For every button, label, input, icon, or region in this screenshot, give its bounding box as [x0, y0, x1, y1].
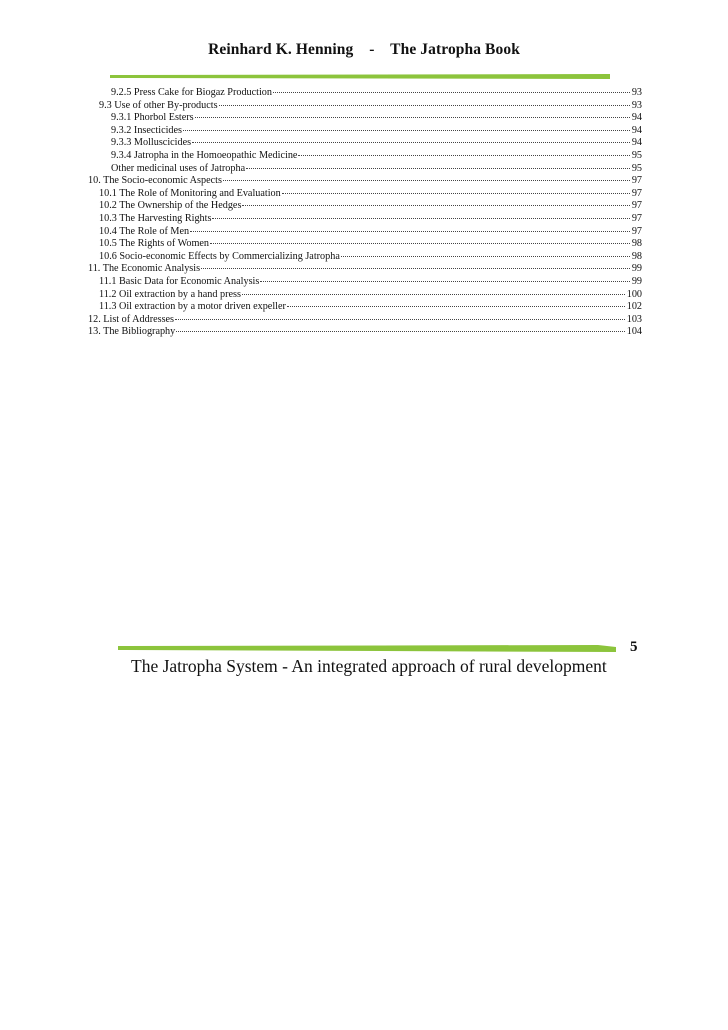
toc-entry-page: 99: [631, 275, 642, 287]
toc-dot-leader: [298, 148, 629, 156]
toc-entry-page: 94: [631, 124, 642, 136]
toc-dot-leader: [192, 135, 630, 143]
toc-entry-page: 97: [631, 200, 642, 212]
footer-subtitle: The Jatropha System - An integrated approach of rural development: [131, 656, 607, 676]
toc-entry-page: 102: [626, 301, 642, 313]
toc-entry-page: 93: [631, 87, 642, 98]
toc-dot-leader: [219, 98, 630, 106]
toc-dot-leader: [341, 249, 630, 257]
toc-entry-title: 10.3 The Harvesting Rights: [99, 212, 212, 224]
toc-dot-leader: [190, 224, 630, 232]
toc-dot-leader: [242, 287, 625, 295]
header-green-rule: [110, 74, 610, 79]
toc-entry-page: 98: [631, 238, 642, 250]
toc-entry-page: 97: [631, 212, 642, 224]
toc-dot-leader: [242, 198, 629, 206]
toc-entry-page: 95: [631, 149, 642, 161]
toc-entry-page: 95: [631, 162, 642, 174]
header-book-title: The Jatropha Book: [390, 41, 520, 58]
toc-dot-leader: [287, 299, 625, 307]
toc-entry-page: 100: [626, 288, 642, 300]
toc-dot-leader: [183, 123, 630, 131]
toc-entry-page: 99: [631, 263, 642, 275]
toc-entry-title: 9.3.3 Molluscicides: [111, 137, 192, 149]
toc-dot-leader: [195, 110, 630, 118]
toc-entry-title: 10.1 The Role of Monitoring and Evaluation: [99, 187, 281, 199]
toc-entry-title: 9.3 Use of other By-products: [99, 99, 218, 111]
toc-entry-page: 103: [626, 313, 642, 325]
toc-dot-leader: [210, 236, 630, 244]
toc-dot-leader: [175, 312, 625, 320]
toc-dot-leader: [201, 261, 630, 269]
toc-dot-leader: [282, 186, 630, 194]
table-of-contents: [88, 87, 642, 339]
toc-entry-page: 98: [631, 250, 642, 262]
toc-dot-leader: [273, 85, 630, 93]
toc-entry-title: 12. List of Addresses: [88, 313, 175, 325]
page-header: [0, 41, 728, 59]
toc-entry-page: 97: [631, 187, 642, 199]
header-author: Reinhard K. Henning: [208, 41, 354, 58]
toc-entry-page: 97: [631, 175, 642, 187]
toc-entry-title: 9.3.2 Insecticides: [111, 124, 183, 136]
toc-entry-title: Other medicinal uses of Jatropha: [111, 162, 246, 174]
toc-entry-page: 97: [631, 225, 642, 237]
footer-rule-shape: [118, 645, 616, 652]
toc-entry-title: 11.2 Oil extraction by a hand press: [99, 288, 241, 300]
toc-entry-title: 13. The Bibliography: [88, 326, 176, 338]
toc-entry-page: 93: [631, 99, 642, 111]
toc-entry-page: 94: [631, 112, 642, 124]
toc-entry-title: 10.5 The Rights of Women: [99, 238, 210, 250]
toc-dot-leader: [212, 211, 629, 219]
header-separator: -: [369, 41, 375, 58]
toc-entry[interactable]: [88, 326, 642, 339]
toc-dot-leader: [176, 324, 624, 332]
toc-entry-title: 11. The Economic Analysis: [88, 263, 201, 275]
toc-dot-leader: [223, 173, 630, 181]
toc-entry-title: 9.3.1 Phorbol Esters: [111, 112, 194, 124]
toc-entry-title: 10.6 Socio-economic Effects by Commercializing Jatropha: [99, 250, 340, 262]
toc-entry-title: 10.4 The Role of Men: [99, 225, 190, 237]
toc-entry-title: 10. The Socio-economic Aspects: [88, 175, 222, 187]
toc-entry-title: 11.3 Oil extraction by a motor driven expeller: [99, 301, 286, 313]
toc-entry-title: 10.2 The Ownership of the Hedges: [99, 200, 242, 212]
page-number: 5: [630, 639, 638, 655]
toc-entry-page: 104: [626, 326, 642, 338]
toc-entry-title: 11.1 Basic Data for Economic Analysis: [99, 275, 260, 287]
toc-entry-title: 9.2.5 Press Cake for Biogaz Production: [111, 87, 272, 98]
toc-dot-leader: [260, 274, 629, 282]
toc-entry-page: 94: [631, 137, 642, 149]
footer-green-rule: [118, 645, 616, 652]
toc-entry-title: 9.3.4 Jatropha in the Homoeopathic Medicine: [111, 149, 298, 161]
header-rule-shape: [110, 74, 610, 79]
toc-dot-leader: [246, 161, 630, 169]
